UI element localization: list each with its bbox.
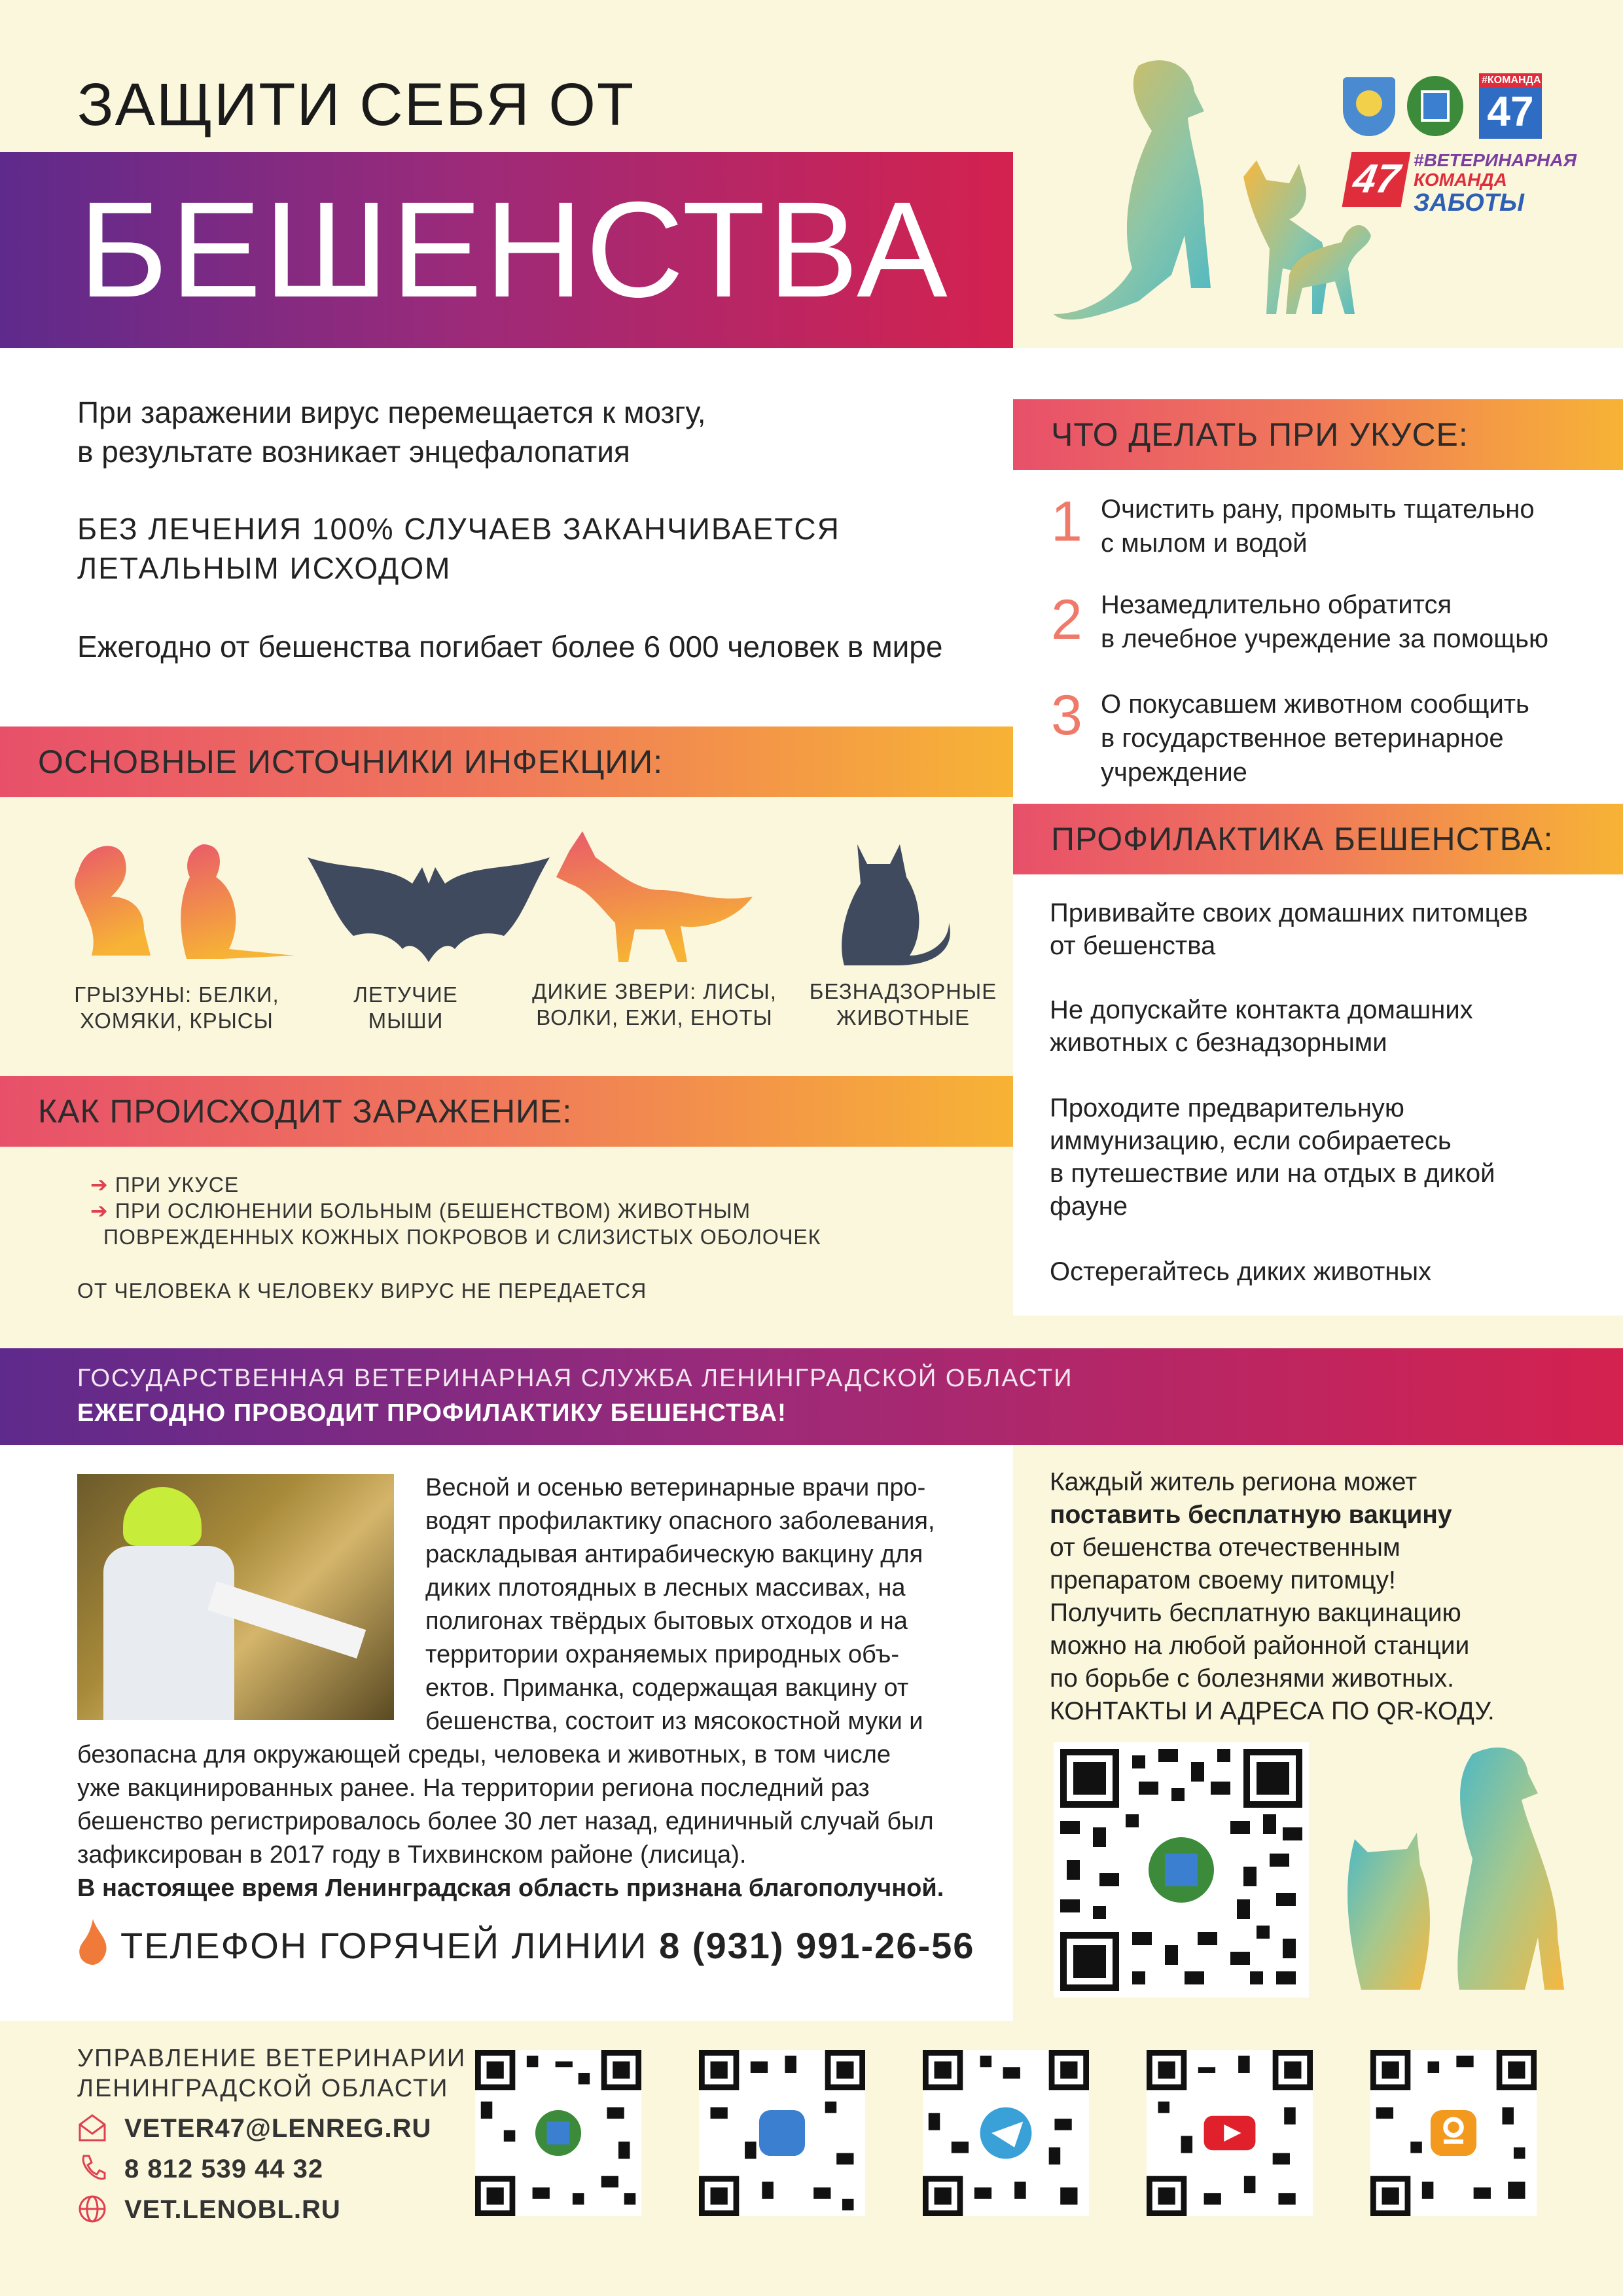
article-l11: бешенство регистрировалось более 30 лет назад, единичный случай был	[77, 1808, 934, 1835]
intro-line1: При заражении вирус перемещается к мозгу,	[77, 395, 706, 429]
vk-icon	[759, 2110, 805, 2156]
article-l6: территории охраняемых природных объ-	[425, 1641, 899, 1668]
source-rodents-line1: ГРЫЗУНЫ: БЕЛКИ,	[74, 982, 279, 1007]
infection-heading: КАК ПРОИСХОДИТ ЗАРАЖЕНИЕ:	[0, 1076, 1013, 1147]
intro-line2: в результате возникает энцефалопатия	[77, 435, 630, 469]
step-3-number: 3	[1051, 684, 1082, 747]
step-1-line1: Очистить рану, промыть тщательно	[1101, 495, 1535, 524]
step-2-line1: Незамедлительно обратится	[1101, 590, 1452, 619]
vaccine-l2: поставить бесплатную вакцину	[1050, 1501, 1452, 1529]
intro-line3: БЕЗ ЛЕЧЕНИЯ 100% СЛУЧАЕВ ЗАКАНЧИВАЕТСЯ	[77, 512, 840, 546]
source-bats-line2: МЫШИ	[368, 1009, 444, 1033]
hotline	[120, 1924, 974, 1967]
article-l13: В настоящее время Ленинградская область признана благополучной.	[77, 1874, 944, 1902]
infection-note: ОТ ЧЕЛОВЕКА К ЧЕЛОВЕКУ ВИРУС НЕ ПЕРЕДАЕТСЯ	[77, 1279, 647, 1302]
step-3-line3: учреждение	[1101, 758, 1247, 787]
source-bats-caption	[314, 982, 497, 1034]
service-line1: ГОСУДАРСТВЕННАЯ ВЕТЕРИНАРНАЯ СЛУЖБА ЛЕНИНГРАДСКОЙ ОБЛАСТИ	[77, 1365, 1073, 1392]
article-l1: Весной и осенью ветеринарные врачи про-	[425, 1474, 926, 1501]
logo2-line1: #ВЕТЕРИНАРНАЯ	[1414, 150, 1577, 170]
article-l2: водят профилактику опасного заболевания,	[425, 1507, 935, 1535]
infection-item-1-text: ПРИ УКУСЕ	[115, 1173, 240, 1196]
infection-item-2-line2: ПОВРЕЖДЕННЫХ КОЖНЫХ ПОКРОВОВ И СЛИЗИСТЫХ ОБОЛОЧЕК	[103, 1225, 821, 1249]
footer-site[interactable]: VET.LENOBL.RU	[124, 2195, 341, 2224]
qr-code-official[interactable]	[475, 2050, 641, 2216]
service-band	[0, 1348, 1623, 1445]
bat-icon	[308, 857, 550, 962]
prevention-2-line2: животных с безнадзорными	[1050, 1028, 1387, 1057]
article-l7: ектов. Приманка, содержащая вакцину от	[425, 1674, 909, 1702]
stray-cat-icon	[842, 844, 950, 965]
source-stray-caption	[798, 978, 1008, 1031]
vaccine-text	[1050, 1466, 1495, 1728]
vaccine-l5: Получить бесплатную вакцинацию	[1050, 1599, 1461, 1627]
vet-worker-photo	[77, 1474, 394, 1720]
source-stray-line1: БЕЗНАДЗОРНЫЕ	[809, 979, 997, 1003]
prevention-item-4: Остерегайтесь диких животных	[1050, 1257, 1432, 1286]
footer-org-line1: УПРАВЛЕНИЕ ВЕТЕРИНАРИИ	[77, 2045, 467, 2072]
prevention-3-line3: в путешествие или на отдых в дикой	[1050, 1159, 1495, 1188]
article-l4: диких плотоядных в лесных массивах, на	[425, 1574, 906, 1602]
team47-badge: #КОМАНДА	[1479, 73, 1542, 88]
qr-code-vk[interactable]	[699, 2050, 865, 2216]
source-rodents-line2: ХОМЯКИ, КРЫСЫ	[80, 1009, 274, 1033]
email-icon	[77, 2113, 107, 2143]
source-wild-caption	[530, 978, 779, 1031]
hotline-label: ТЕЛЕФОН ГОРЯЧЕЙ ЛИНИИ	[120, 1925, 648, 1966]
step-3-line1: О покусавшем животном сообщить	[1101, 690, 1529, 719]
step-3-line2: в государственное ветеринарное	[1101, 724, 1504, 753]
prevention-3-line4: фауне	[1050, 1192, 1128, 1221]
cat-dog-silhouette-icon	[1342, 1741, 1590, 2003]
source-wild-line1: ДИКИЕ ЗВЕРИ: ЛИСЫ,	[532, 979, 777, 1003]
globe-icon	[77, 2194, 107, 2224]
article-l12: зафиксирован в 2017 году в Тихвинском районе (лисица).	[77, 1841, 747, 1869]
step-2-line2: в лечебное учреждение за помощью	[1101, 624, 1548, 653]
article-l9: безопасна для окружающей среды, человека и животных, в том числе	[77, 1741, 891, 1768]
logo2-line2: КОМАНДА	[1414, 170, 1507, 190]
step-2-text	[1101, 588, 1548, 656]
hotline-number[interactable]: 8 (931) 991-26-56	[659, 1925, 975, 1966]
sources-heading: ОСНОВНЫЕ ИСТОЧНИКИ ИНФЕКЦИИ:	[0, 726, 1013, 797]
coat-of-arms-icon	[1343, 77, 1395, 136]
prevention-item-1	[1050, 897, 1528, 962]
phone-icon	[77, 2153, 107, 2183]
team47-number: 47	[1487, 88, 1534, 135]
step-1-text	[1101, 492, 1535, 560]
prevention-heading: ПРОФИЛАКТИКА БЕШЕНСТВА:	[1013, 804, 1623, 874]
qr-code-contacts[interactable]	[1054, 1742, 1309, 1998]
prevention-item-2	[1050, 994, 1473, 1059]
article-text-bottom	[77, 1738, 944, 1905]
article-l3: раскладывая антирабическую вакцину для	[425, 1541, 923, 1568]
source-wild-line2: ВОЛКИ, ЕЖИ, ЕНОТЫ	[536, 1005, 773, 1030]
qr-code-ok[interactable]	[1370, 2050, 1537, 2216]
vaccine-l4: препаратом своему питомцу!	[1050, 1566, 1396, 1594]
bite-heading: ЧТО ДЕЛАТЬ ПРИ УКУСЕ:	[1013, 399, 1623, 470]
source-rodents-caption	[72, 982, 281, 1034]
step-1-number: 1	[1051, 490, 1082, 553]
service-line2: ЕЖЕГОДНО ПРОВОДИТ ПРОФИЛАКТИКУ БЕШЕНСТВА!	[77, 1399, 787, 1427]
arrow-right-icon: ➔	[90, 1199, 109, 1223]
article-text-top	[425, 1471, 935, 1738]
article-l8: бешенства, состоит из мясокостной муки и	[425, 1708, 923, 1735]
vaccine-l1: Каждый житель региона может	[1050, 1468, 1418, 1496]
title-top: ЗАЩИТИ СЕБЯ ОТ	[77, 71, 635, 138]
intro-line4: ЛЕТАЛЬНЫМ ИСХОДОМ	[77, 551, 452, 585]
infection-item-2-line1: ПРИ ОСЛЮНЕНИИ БОЛЬНЫМ (БЕШЕНСТВОМ) ЖИВОТНЫМ	[115, 1199, 751, 1223]
prevention-3-line2: иммунизацию, если собираетесь	[1050, 1126, 1452, 1155]
footer-email[interactable]: VETER47@LENREG.RU	[124, 2114, 432, 2143]
team47-number-red: 47	[1342, 152, 1411, 207]
pets-silhouette-icon	[1041, 52, 1381, 340]
prevention-3-line1: Проходите предварительную	[1050, 1094, 1404, 1122]
vaccine-l6: можно на любой районной станции	[1050, 1632, 1470, 1660]
footer-phone[interactable]: 8 812 539 44 32	[124, 2155, 324, 2183]
prevention-2-line1: Не допускайте контакта домашних	[1050, 996, 1473, 1024]
step-3-text	[1101, 687, 1529, 789]
footer-org	[77, 2043, 466, 2104]
vaccine-l3: от бешенства отечественным	[1050, 1534, 1400, 1562]
prevention-1-line2: от бешенства	[1050, 931, 1216, 960]
article-l10: уже вакцинированных ранее. На территории региона последний раз	[77, 1774, 870, 1802]
qr-code-telegram[interactable]	[923, 2050, 1089, 2216]
prevention-item-3	[1050, 1092, 1495, 1223]
infection-sources-illustration	[72, 831, 988, 975]
step-1-line2: с мылом и водой	[1101, 529, 1308, 558]
qr-code-youtube[interactable]	[1147, 2050, 1313, 2216]
source-bats-line1: ЛЕТУЧИЕ	[353, 982, 458, 1007]
step-2-number: 2	[1051, 588, 1082, 651]
footer-org-line2: ЛЕНИНГРАДСКОЙ ОБЛАСТИ	[77, 2075, 449, 2102]
rodent-icon	[75, 844, 294, 959]
vet-emblem-icon	[1407, 76, 1463, 136]
fox-icon	[556, 831, 753, 962]
logo2-line3: ЗАБОТЫ	[1414, 189, 1525, 217]
page-title: БЕШЕНСТВА	[79, 174, 950, 326]
flame-icon	[77, 1919, 109, 1965]
vaccine-l7: по борьбе с болезнями животных.	[1050, 1664, 1454, 1693]
intro-line5: Ежегодно от бешенства погибает более 6 000 человек в мире	[77, 630, 943, 664]
team47-logo	[1479, 73, 1542, 139]
infection-item-1	[90, 1172, 239, 1198]
prevention-1-line1: Прививайте своих домашних питомцев	[1050, 899, 1528, 927]
article-l5: полигонах твёрдых бытовых отходов и на	[425, 1607, 908, 1635]
source-stray-line2: ЖИВОТНЫЕ	[836, 1005, 970, 1030]
vaccine-l8: КОНТАКТЫ И АДРЕСА ПО QR-КОДУ.	[1050, 1697, 1495, 1725]
arrow-right-icon: ➔	[90, 1173, 109, 1196]
vet-team-logo-text	[1414, 151, 1577, 216]
infection-item-2	[90, 1198, 751, 1224]
